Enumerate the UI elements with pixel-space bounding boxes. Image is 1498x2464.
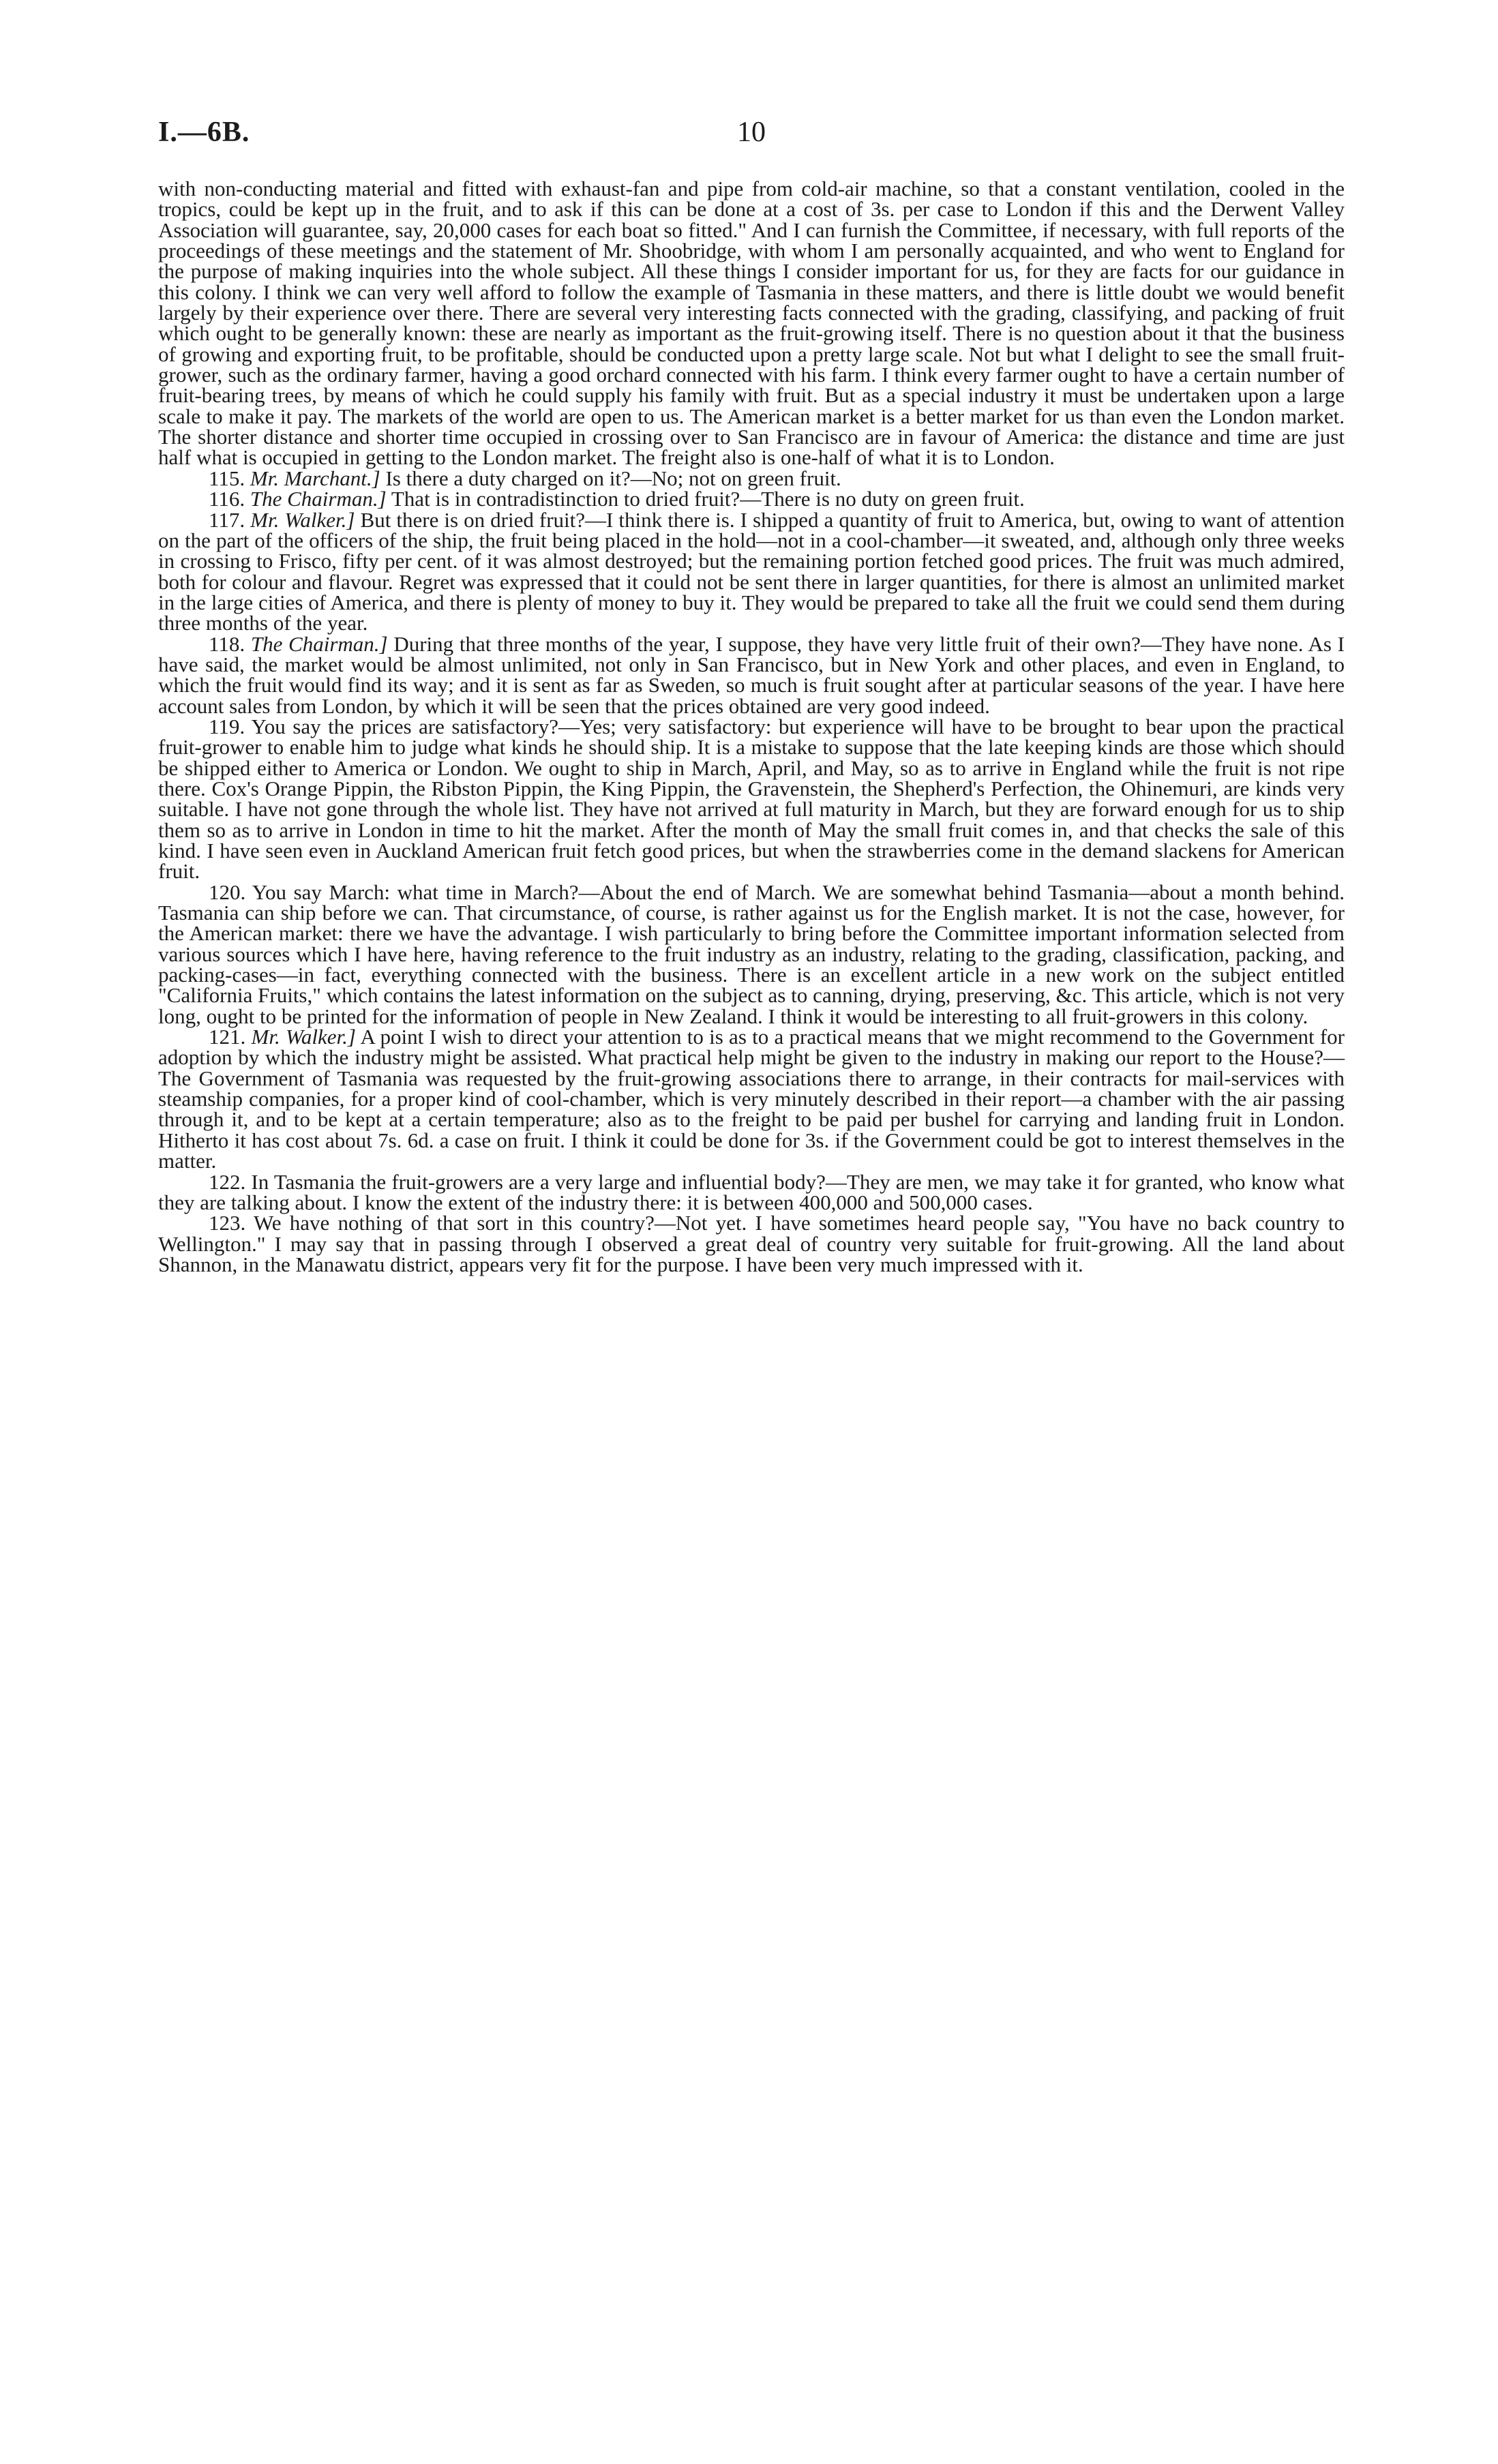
paragraph-continuation	[158, 179, 1345, 468]
paragraph-text: You say the prices are satisfactory?—Yes; very satisfactory: but experience will have to be brought to bear upon the practical fruit-grower to enable him to judge what kinds he should ship. It is a mistake to suppose that the late keeping kinds are those which should be shipped either to America or London. We ought to ship in March, April, and May, so as to arrive in England while the fruit is not ripe there. Cox's Orange Pippin, the Ribston Pippin, the King Pippin, the Gravenstein, the Shepherd's Perfection, the Ohinemuri, are kinds very suitable. I have not gone through the whole list. They have not arrived at full maturity in March, but they are forward enough for us to ship them so as to arrive in London in time to hit the market. After the month of May the small fruit comes in, and that checks the sale of this kind. I have seen even in Auckland American fruit fetch good prices, but when the strawberries come in the demand slackens for American fruit.	[158, 714, 1345, 884]
paragraph-text: That is in contradistinction to dried fruit?—There is no duty on green fruit.	[391, 487, 1025, 511]
paragraph-question-122	[158, 1169, 1345, 1214]
paragraph-question-118	[158, 631, 1345, 718]
paragraph-text: with non-conducting material and fitted with exhaust-fan and pipe from cold-air machine, so that a constant ventilation, cooled in the tropics, could be kept up in the fruit, and to ask if this can be done at a cost of 3s. per case to London if this and the Derwent Valley Association will guarantee, say, 20,000 cases for each boat so fitted." And I can furnish the Committee, if necessary, with full reports of the proceedings of these meetings and the statement of Mr. Shoobridge, with whom I am personally acquainted, and who went to England for the purpose of making inquiries into the whole subject. All these things I consider important for us, for they are facts for our guidance in this colony. I think we can very well afford to follow the example of Tasmania in these matters, and there is little doubt we would benefit largely by their experience over there. There are several very interesting facts connected with the grading, classifying, and packing of fruit which ought to be generally known: these are nearly as important as the fruit-growing itself. There is no question about it that the business of growing and exporting fruit, to be profitable, should be conducted upon a pretty large scale. Not but what I delight to see the small fruit-grower, such as the ordinary farmer, having a good orchard connected with his farm. I think every farmer ought to have a certain number of fruit-bearing trees, by means of which he could supply his family with fruit. But as a special industry it must be undertaken upon a large scale to make it pay. The markets of the world are open to us. The American market is a better market for us than even the London market. The shorter distance and shorter time occupied in crossing over to San Francisco are in favour of America: the distance and time are just half what is occupied in getting to the London market. The freight also is one-half of what it is to London.	[158, 177, 1345, 470]
question-number: 115.	[209, 466, 245, 490]
page-header	[158, 116, 1345, 157]
paragraph-text: We have nothing of that sort in this country?—Not yet. I have sometimes heard people say, "You have no back country to Wellington." I may say that in passing through I observed a great deal of country very suitable for fruit-growing. All the land about Shannon, in the Manawatu district, appears very fit for the purpose. I have been very much impressed with it.	[158, 1211, 1345, 1276]
question-number: 121.	[209, 1025, 246, 1049]
question-number: 116.	[209, 487, 245, 511]
speaker-name: Mr. Walker.]	[251, 1025, 356, 1049]
speaker-name: The Chairman.]	[250, 487, 387, 511]
paragraph-question-120	[158, 882, 1345, 1027]
document-reference: I.—6B.	[158, 117, 250, 148]
paragraph-text: In Tasmania the fruit-growers are a very large and influential body?—They are men, we may take it for granted, who know what they are talking about. I know the extent of the industry there: it is between 400,000 and 500,000 cases.	[158, 1169, 1345, 1214]
question-number: 117.	[209, 507, 245, 532]
question-number: 118.	[209, 631, 245, 656]
body-text	[158, 179, 1345, 1275]
speaker-name: The Chairman.]	[250, 631, 388, 656]
paragraph-question-117	[158, 507, 1345, 635]
question-number: 120.	[209, 880, 246, 904]
question-number: 122.	[209, 1169, 246, 1194]
paragraph-question-116	[158, 489, 1345, 509]
paragraph-question-121	[158, 1027, 1345, 1171]
page-number: 10	[737, 117, 766, 148]
paragraph-question-115	[158, 468, 1345, 489]
paragraph-text: You say March: what time in March?—About the end of March. We are somewhat behind Tasmania—about a month behind. Tasmania can ship before we can. That circumstance, of course, is rather against us for the English market. It is not the case, however, for the American market: there we have the advantage. I wish particularly to bring before the Committee important information selected from various sources which I have here, having reference to the fruit industry as an industry, relating to the grading, classification, packing, and packing-cases—in fact, everything connected with the business. There is an excellent article in a new work on the subject entitled "California Fruits," which contains the latest information on the subject as to canning, drying, preserving, &c. This article, which is not very long, ought to be printed for the information of people in New Zealand. I think it would be interesting to all fruit-growers in this colony.	[158, 880, 1345, 1028]
speaker-name: Mr. Walker.]	[250, 507, 355, 532]
question-number: 119.	[209, 714, 245, 738]
paragraph-text: During that three months of the year, I suppose, they have very little fruit of their own?—They have none. As I have said, the market would be almost unlimited, not only in San Francisco, but in New York and other places, and even in England, to which the fruit would find its way; and it is sent as far as Sweden, so much is fruit sought after at particular seasons of the year. I have here account sales from London, by which it will be seen that the prices obtained are very good indeed.	[158, 631, 1345, 718]
paragraph-question-123	[158, 1213, 1345, 1275]
speaker-name: Mr. Marchant.]	[250, 466, 380, 490]
question-number: 123.	[209, 1211, 246, 1235]
paragraph-question-119	[158, 714, 1345, 884]
paragraph-text: Is there a duty charged on it?—No; not on green fruit.	[385, 466, 841, 490]
paragraph-text: But there is on dried fruit?—I think there is. I shipped a quantity of fruit to America, but, owing to want of attention on the part of the officers of the ship, the fruit being placed in the hold—not in a cool-chamber—it sweated, and, although only three weeks in crossing to Frisco, fifty per cent. of it was almost destroyed; but the remaining portion fetched good prices. The fruit was much admired, both for colour and flavour. Regret was expressed that it could not be sent there in larger quantities, for there is almost an unlimited market in the large cities of America, and there is plenty of money to buy it. They would be prepared to take all the fruit we could send them during three months of the year.	[158, 507, 1345, 635]
paragraph-text: A point I wish to direct your attention to is as to a practical means that we might recommend to the Government for adoption by which the industry might be assisted. What practical help might be given to the industry in making our report to the House?—The Government of Tasmania was requested by the fruit-growing associations there to arrange, in their contracts for mail-services with steamship companies, for a proper kind of cool-chamber, which is very minutely described in their report—a chamber with the air passing through it, and to be kept at a certain temperature; also as to the freight to be paid per bushel for carrying and landing fruit in London. Hitherto it has cost about 7s. 6d. a case on fruit. I think it could be done for 3s. if the Government could be got to interest themselves in the matter.	[158, 1025, 1345, 1173]
